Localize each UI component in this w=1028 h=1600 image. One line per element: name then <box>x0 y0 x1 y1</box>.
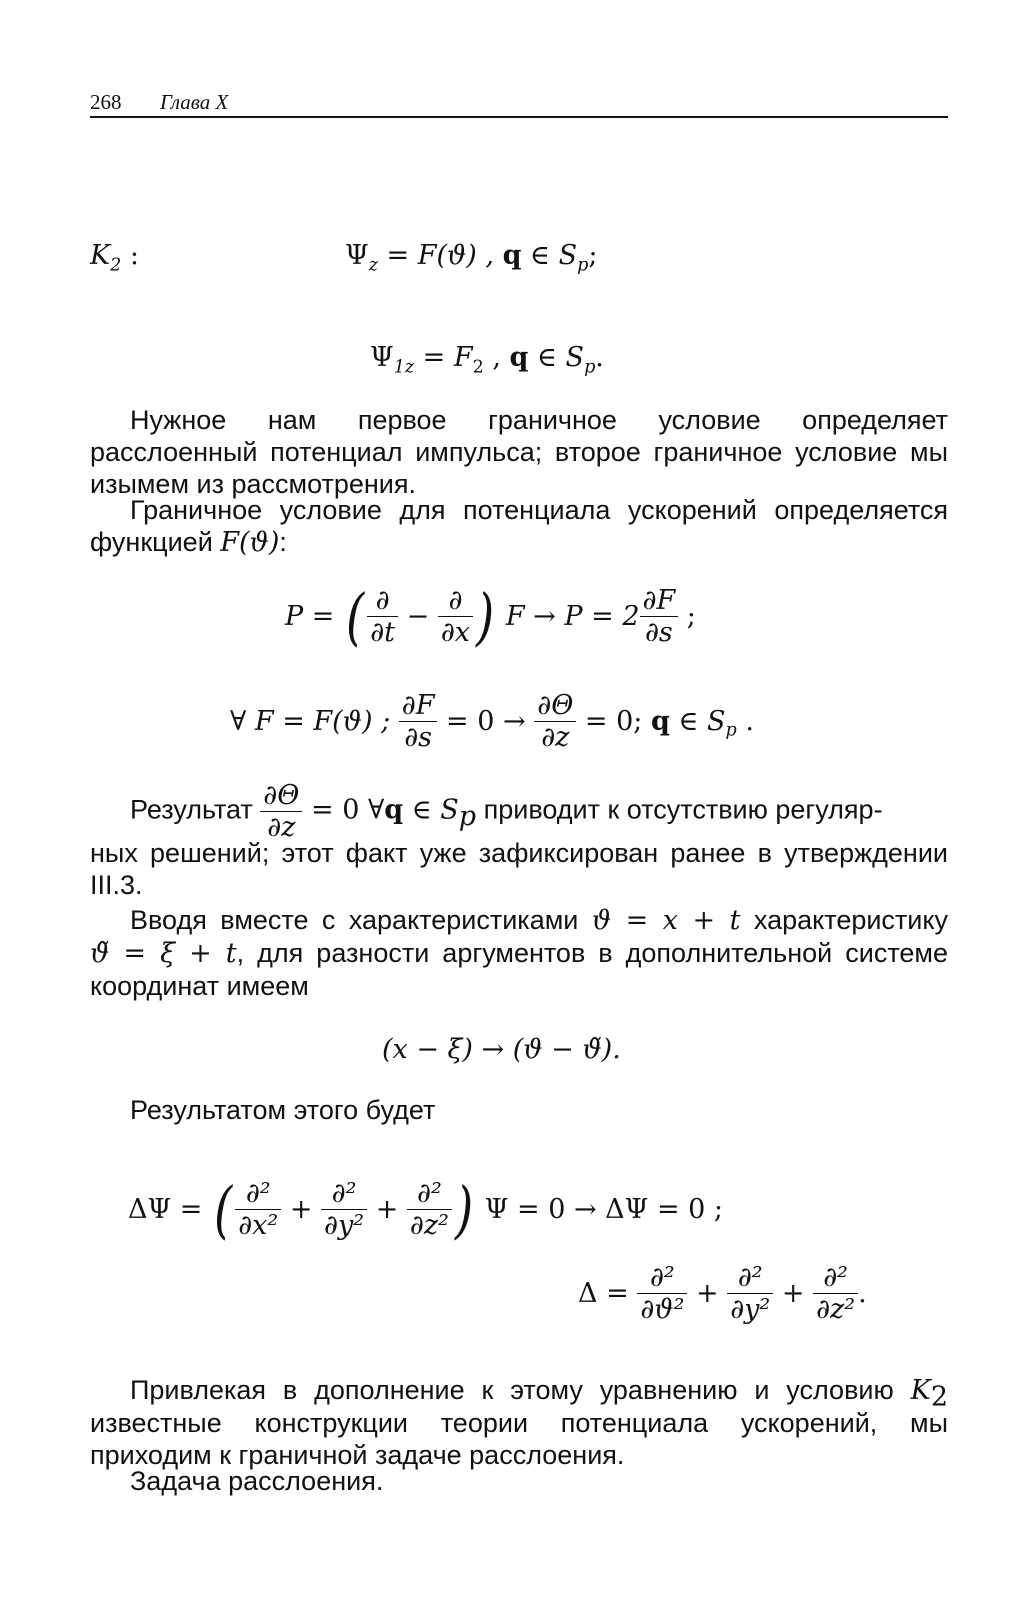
k2-label: $K_2$ : <box>90 240 140 276</box>
fraction-dTheta-dz: $\frac{\partial\Theta}{\partial z}$ <box>534 690 576 753</box>
fraction-d2-dz2-delta: $\frac{\text{∂²}}{\text{∂z²}}$ <box>813 1262 858 1325</box>
equation-forall: ∀ F = F(ϑ) ; $\frac{\partial F}{\partial s}$ = 0 → $\frac{\partial\Theta}{\partial z}$ = 0; q ∈ $S_p$ . <box>230 690 754 754</box>
fraction-d2-dtheta2: $\frac{\text{∂²}}{\text{∂ϑ²}}$ <box>637 1262 687 1325</box>
left-paren-laplace: ( <box>214 1172 233 1246</box>
paragraph-1: Нужное нам первое граничное условие определяет расслоенный потенциал импульса; второе граничное условие мы изымем из рассмотрения. <box>90 405 948 499</box>
page-number: 268 <box>90 90 122 114</box>
running-head-chapter: Глава X <box>160 90 229 114</box>
right-paren-laplace: ) <box>454 1172 474 1246</box>
header-rule <box>90 116 948 118</box>
fraction-dTheta-dz-inline: $\frac{\partial\Theta}{\partial z}$ <box>260 780 302 843</box>
fraction-d2-dz2: $\frac{\text{∂²}}{\text{∂z²}}$ <box>407 1178 452 1241</box>
fraction-d2-dx2: $\frac{\text{∂²}}{\text{∂x²}}$ <box>235 1178 281 1241</box>
paragraph-4: Вводя вместе с характеристиками ϑ = x + t характеристику ϑ̃ = ξ + t, для разности аргументов в дополнительной системе координат имеем <box>90 905 948 1001</box>
right-paren: ) <box>476 579 495 653</box>
fraction-d-dt: $\frac{\partial}{\partial t}$ <box>367 585 398 648</box>
fraction-dF-ds-2: $\frac{\partial F}{\partial s}$ <box>399 690 438 753</box>
fraction-dF-ds: $\frac{\partial F}{\partial s}$ <box>640 585 679 648</box>
paragraph-2: Граничное условие для потенциала ускорений определяется функцией F(ϑ): <box>90 495 948 558</box>
paragraph-3: Результат $\frac{\partial\Theta}{\partial z}$ = 0 ∀q ∈ $S_p$ приводит к отсутствию регуляр- ных решений; этот факт уже зафиксирован ранее в утверждении III.3. <box>90 780 948 901</box>
paragraph-5: Результатом этого будет <box>130 1095 436 1125</box>
fraction-d-dx: $\frac{\partial}{\partial x}$ <box>438 585 473 648</box>
equation-k2-line1: $\Psi_z = F(ϑ)$ , q ∈ $S_p$; <box>345 240 598 276</box>
paragraph-7: Задача расслоения. <box>130 1466 384 1496</box>
equation-laplace: ΔΨ = ( $\frac{\text{∂²}}{\text{∂x²}}$ + $\frac{\text{∂²}}{\text{∂y²}}$ + $\frac{\text{∂²}}{\text{∂z²}}$ ) Ψ = 0 → ΔΨ = 0 ; <box>128 1172 724 1246</box>
fraction-d2-dy2: $\frac{\text{∂²}}{\text{∂y²}}$ <box>321 1178 367 1241</box>
equation-difference: (x − ξ) → (ϑ − ϑ̃). <box>382 1034 621 1065</box>
equation-p: P = ( $\frac{\partial}{\partial t}$ − $\frac{\partial}{\partial x}$ ) F → P = 2 $\frac{\partial F}{\partial s}$ ; <box>285 579 696 653</box>
paragraph-6: Привлекая в дополнение к этому уравнению и условию $K_2$ известные конструкции теории потенциала ускорений, мы приходим к граничной задаче расслоения. <box>90 1375 948 1470</box>
equation-delta: Δ = $\frac{\text{∂²}}{\text{∂ϑ²}}$ + $\frac{\text{∂²}}{\text{∂y²}}$ + $\frac{\text{∂²}}{\text{∂z²}}$ . <box>578 1262 867 1326</box>
equation-k2-line2: $\Psi_{1z} = F_2$ , q ∈ $S_p$. <box>370 342 604 378</box>
left-paren: ( <box>345 579 365 653</box>
fraction-d2-dy2-delta: $\frac{\text{∂²}}{\text{∂y²}}$ <box>727 1262 773 1325</box>
